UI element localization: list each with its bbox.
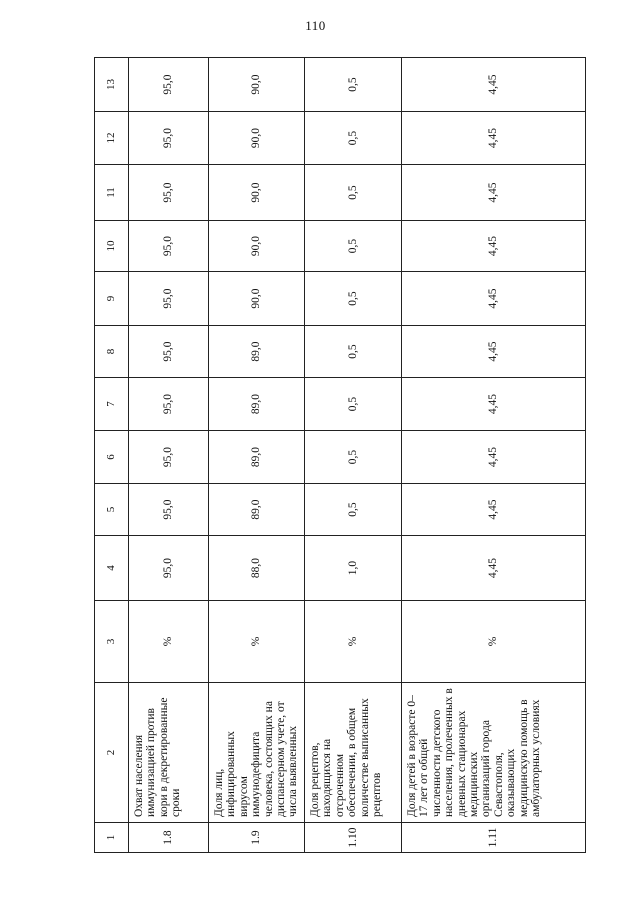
value-cell: 90,0 (209, 58, 305, 112)
header-cell: 11 (95, 165, 129, 221)
value-cell: 95,0 (129, 272, 209, 326)
value-cell: 0,5 (305, 58, 402, 112)
row-number: 1.11 (402, 823, 586, 853)
row-number: 1.8 (129, 823, 209, 853)
value-cell: 90,0 (209, 272, 305, 326)
value-cell: 4,45 (402, 165, 586, 221)
indicator-name: Охват населения иммунизацией против кори в декретированные сроки (129, 683, 209, 823)
value-cell: 4,45 (402, 272, 586, 326)
value-cell: 4,45 (402, 378, 586, 431)
value-cell: 0,5 (305, 484, 402, 536)
unit-cell: % (402, 601, 586, 683)
header-cell: 13 (95, 58, 129, 112)
value-cell: 4,45 (402, 536, 586, 601)
value-cell: 4,45 (402, 431, 586, 484)
header-cell: 7 (95, 378, 129, 431)
indicators-table (94, 57, 586, 853)
table-row (129, 58, 209, 853)
value-cell: 95,0 (129, 326, 209, 378)
indicator-name: Доля рецептов, находящихся на отсроченном обеспечении, в общем количестве выписанных рецептов (305, 683, 402, 823)
header-cell: 9 (95, 272, 129, 326)
header-cell: 2 (95, 683, 129, 823)
value-cell: 95,0 (129, 536, 209, 601)
header-cell: 5 (95, 484, 129, 536)
value-cell: 4,45 (402, 484, 586, 536)
unit-cell: % (209, 601, 305, 683)
value-cell: 4,45 (402, 221, 586, 272)
table-row (305, 58, 402, 853)
row-number: 1.9 (209, 823, 305, 853)
unit-cell: % (129, 601, 209, 683)
header-cell: 6 (95, 431, 129, 484)
value-cell: 95,0 (129, 112, 209, 165)
header-cell: 12 (95, 112, 129, 165)
value-cell: 0,5 (305, 378, 402, 431)
value-cell: 95,0 (129, 58, 209, 112)
value-cell: 95,0 (129, 221, 209, 272)
header-cell: 10 (95, 221, 129, 272)
value-cell: 4,45 (402, 326, 586, 378)
header-cell: 3 (95, 601, 129, 683)
value-cell: 89,0 (209, 326, 305, 378)
value-cell: 95,0 (129, 165, 209, 221)
value-cell: 0,5 (305, 221, 402, 272)
value-cell: 90,0 (209, 112, 305, 165)
value-cell: 4,45 (402, 58, 586, 112)
header-cell: 8 (95, 326, 129, 378)
value-cell: 0,5 (305, 431, 402, 484)
value-cell: 95,0 (129, 484, 209, 536)
value-cell: 1,0 (305, 536, 402, 601)
value-cell: 0,5 (305, 112, 402, 165)
value-cell: 0,5 (305, 165, 402, 221)
value-cell: 90,0 (209, 165, 305, 221)
header-row (95, 58, 129, 853)
indicator-name: Доля детей в возрасте 0–17 лет от общей численности детского населения, пролеченных в дневных стационарах медицинских организаций города Севастополя, оказывающих медицинскую помощь в амбулаторных условиях (402, 683, 586, 823)
value-cell: 0,5 (305, 272, 402, 326)
value-cell: 88,0 (209, 536, 305, 601)
header-cell: 4 (95, 536, 129, 601)
header-cell: 1 (95, 823, 129, 853)
unit-cell: % (305, 601, 402, 683)
indicators-table-container (94, 58, 585, 853)
value-cell: 89,0 (209, 484, 305, 536)
page-number: 110 (305, 18, 326, 33)
value-cell: 95,0 (129, 378, 209, 431)
value-cell: 90,0 (209, 221, 305, 272)
table-row (402, 58, 586, 853)
table-row (209, 58, 305, 853)
value-cell: 89,0 (209, 431, 305, 484)
value-cell: 0,5 (305, 326, 402, 378)
value-cell: 95,0 (129, 431, 209, 484)
indicator-name: Доля лиц, инфицированных вирусом иммунодефицита человека, состоящих на диспансерном учете, от числа выявленных (209, 683, 305, 823)
value-cell: 4,45 (402, 112, 586, 165)
row-number: 1.10 (305, 823, 402, 853)
value-cell: 89,0 (209, 378, 305, 431)
